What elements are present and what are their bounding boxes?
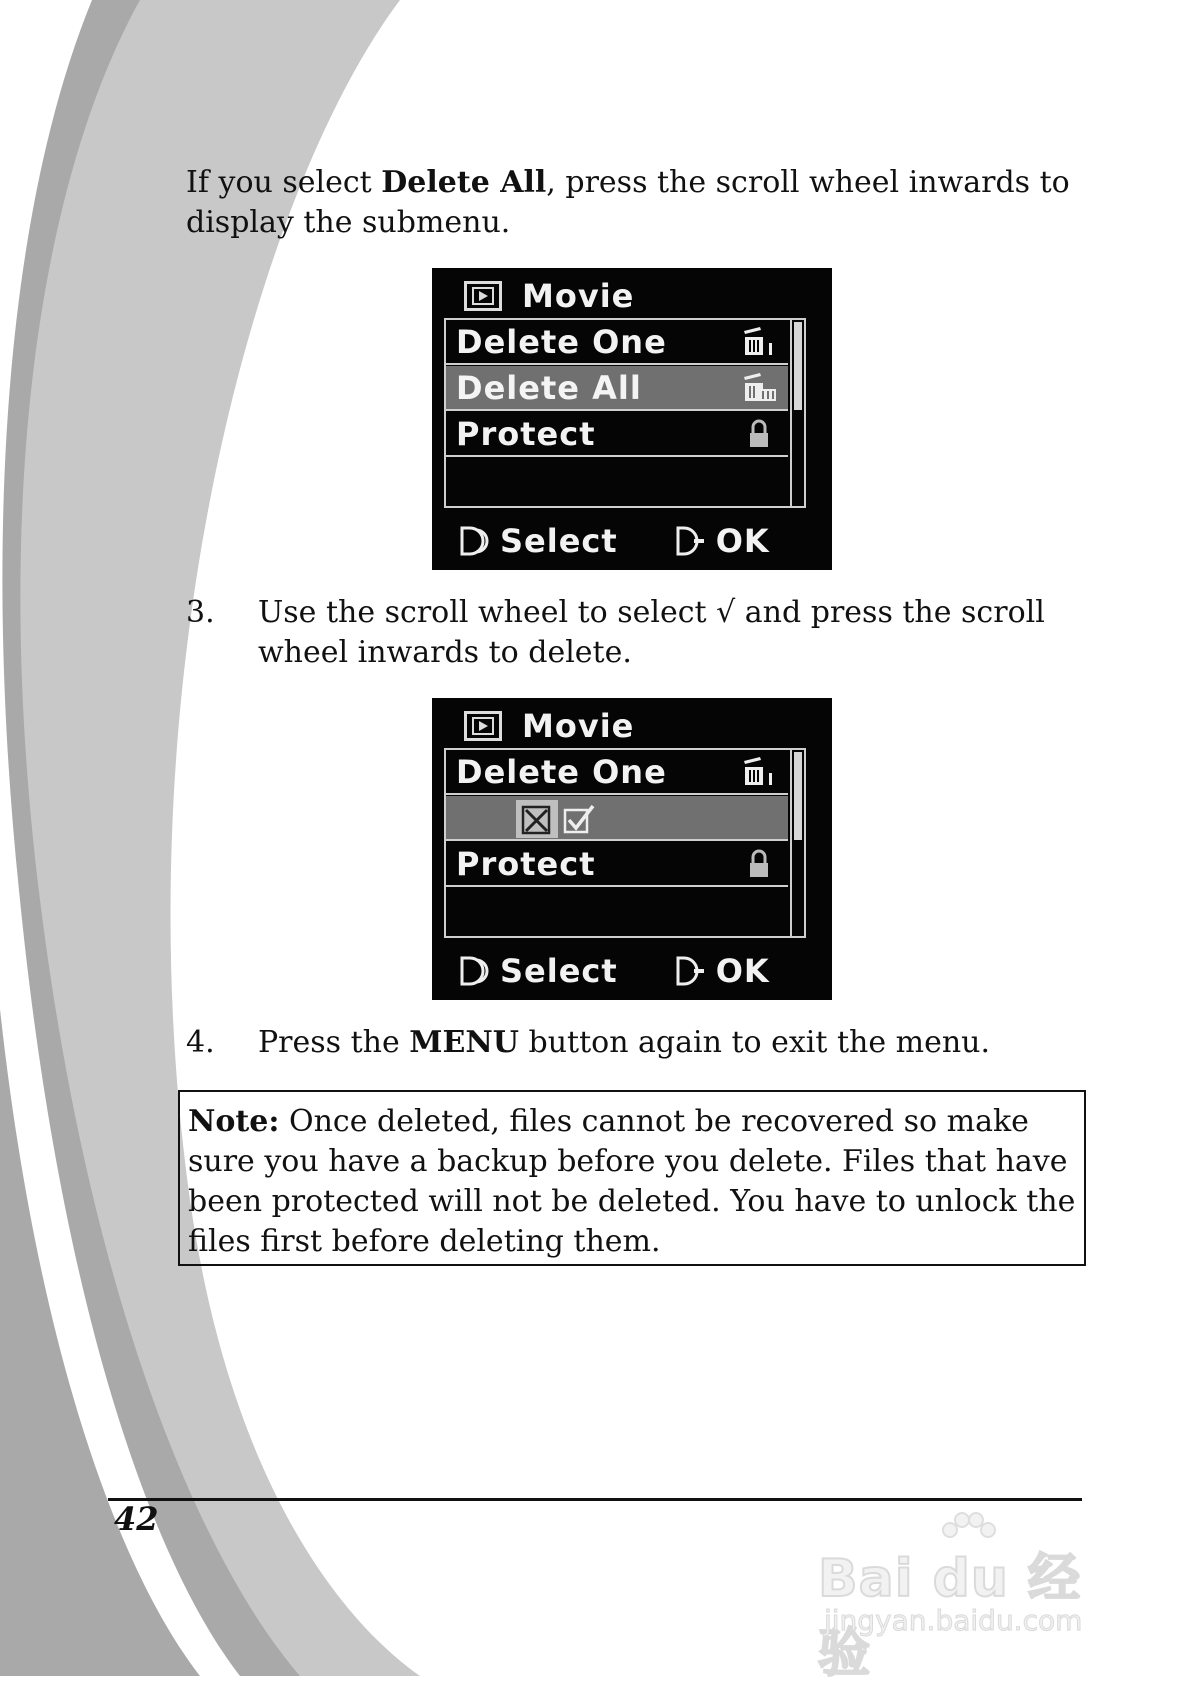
page-number: 42 bbox=[114, 1500, 159, 1538]
scroll-wheel-icon bbox=[458, 524, 492, 558]
footer-select-label: Select bbox=[500, 522, 618, 560]
step-3 bbox=[186, 593, 1096, 673]
footer-select-label: Select bbox=[500, 952, 618, 990]
press-ok-icon bbox=[674, 524, 708, 558]
note-box bbox=[178, 1090, 1086, 1266]
confirm-option[interactable] bbox=[558, 800, 600, 838]
menu-item-label: Delete One bbox=[456, 752, 667, 791]
play-box-icon bbox=[464, 711, 502, 741]
watermark-url: jingyan.baidu.com bbox=[824, 1604, 1083, 1637]
trash-one-icon bbox=[740, 327, 778, 357]
lock-icon bbox=[740, 849, 778, 879]
menu-item-protect[interactable] bbox=[446, 842, 788, 887]
cross-box-icon bbox=[520, 802, 554, 836]
scrollbar-thumb[interactable] bbox=[794, 322, 802, 410]
camera-screen-confirm-delete bbox=[432, 698, 832, 1000]
cancel-option[interactable] bbox=[516, 800, 558, 838]
check-box-icon bbox=[562, 802, 596, 836]
screen-title: Movie bbox=[522, 277, 635, 315]
intro-text-start: If you select bbox=[186, 165, 382, 200]
menu-list bbox=[444, 318, 806, 508]
menu-item-delete-one[interactable] bbox=[446, 320, 788, 365]
menu-item-empty bbox=[446, 458, 788, 503]
intro-text-end: , press the scroll wheel inwards to display the submenu. bbox=[186, 165, 1070, 240]
scrollbar-thumb[interactable] bbox=[794, 752, 802, 840]
delete-confirm-row bbox=[446, 796, 788, 841]
menu-item-label: Protect bbox=[456, 844, 596, 883]
menu-item-protect[interactable] bbox=[446, 412, 788, 457]
step-number: 4. bbox=[186, 1025, 215, 1060]
step-4 bbox=[186, 1023, 1096, 1063]
menu-item-empty bbox=[446, 888, 788, 933]
step-text: Use the scroll wheel to select √ and press the scroll wheel inwards to delete. bbox=[258, 595, 1045, 670]
footer-ok-label: OK bbox=[715, 522, 770, 560]
screen-footer bbox=[458, 522, 770, 560]
screen-header bbox=[464, 276, 634, 316]
intro-bold-term: Delete All bbox=[381, 165, 547, 200]
screen-title: Movie bbox=[522, 707, 635, 745]
watermark-brand: Bai du 经验 bbox=[818, 1549, 1081, 1684]
confirm-options bbox=[516, 800, 600, 838]
camera-screen-delete-all bbox=[432, 268, 832, 570]
menu-item-delete-all[interactable] bbox=[446, 366, 788, 411]
step-number: 3. bbox=[186, 595, 215, 630]
menu-scrollbar[interactable] bbox=[790, 750, 802, 936]
intro-paragraph bbox=[186, 163, 1086, 243]
scroll-wheel-icon bbox=[458, 954, 492, 988]
trash-one-icon bbox=[740, 757, 778, 787]
footer-divider bbox=[108, 1498, 1082, 1501]
play-box-icon bbox=[464, 281, 502, 311]
screen-footer bbox=[458, 952, 770, 990]
menu-button-term: MENU bbox=[409, 1025, 519, 1060]
menu-item-delete-one[interactable] bbox=[446, 750, 788, 795]
screen-header bbox=[464, 706, 634, 746]
note-label: Note: bbox=[188, 1104, 280, 1139]
menu-item-label: Delete One bbox=[456, 322, 667, 361]
trash-all-icon bbox=[740, 373, 778, 403]
note-text: Once deleted, files cannot be recovered so make sure you have a backup before you delete. Files that have been protected will not be deleted. You have to unlock the files first before deleting them. bbox=[188, 1104, 1076, 1259]
menu-scrollbar[interactable] bbox=[790, 320, 802, 506]
footer-ok-label: OK bbox=[715, 952, 770, 990]
menu-item-label: Protect bbox=[456, 414, 596, 453]
baidu-watermark bbox=[818, 1508, 1088, 1684]
step-text: Press the MENU button again to exit the menu. bbox=[258, 1025, 991, 1060]
menu-list bbox=[444, 748, 806, 938]
lock-icon bbox=[740, 419, 778, 449]
press-ok-icon bbox=[674, 954, 708, 988]
menu-item-label: Delete All bbox=[456, 368, 642, 407]
